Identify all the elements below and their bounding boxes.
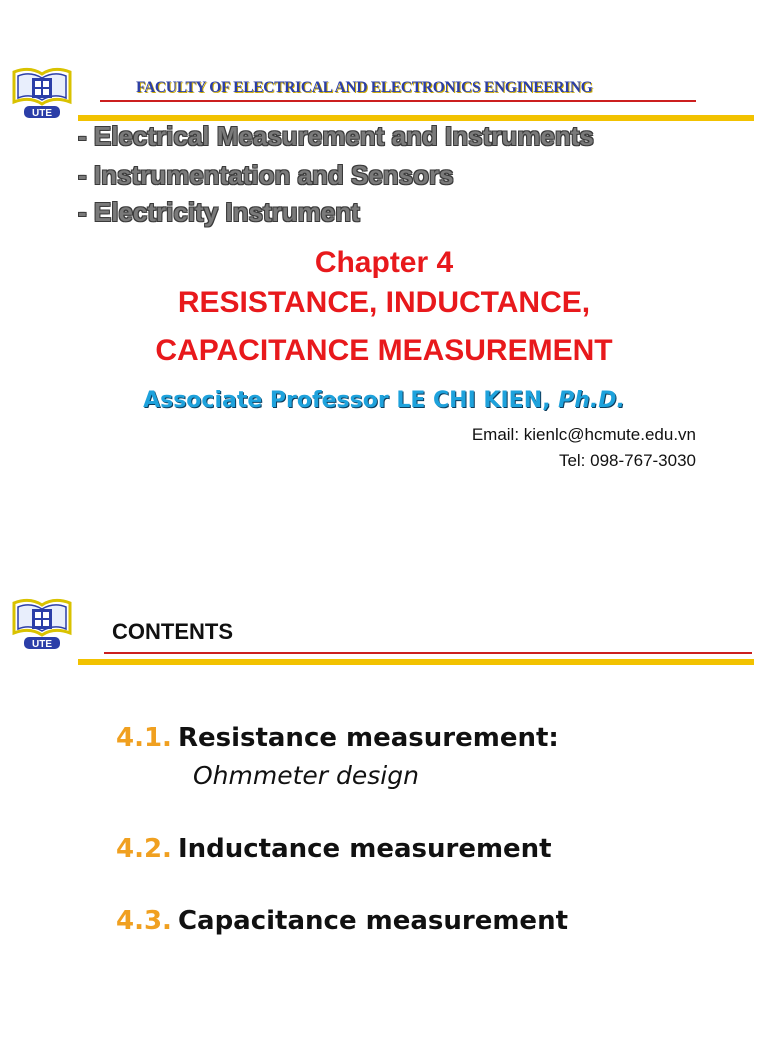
- contact-tel: Tel: 098-767-3030: [558, 451, 696, 470]
- chapter-title-line-2: CAPACITANCE MEASUREMENT: [155, 334, 613, 367]
- logo-text: UTE: [32, 639, 52, 650]
- contents-item-2: [116, 834, 552, 864]
- author-degree: Ph.D.: [558, 388, 625, 413]
- author-name: Associate Professor LE CHI KIEN,: [143, 388, 551, 413]
- chapter-number: Chapter 4: [314, 246, 454, 279]
- ute-logo: [10, 64, 74, 124]
- course-line-3: - Electricity Instrument: [78, 197, 360, 227]
- title-slide: [0, 0, 768, 512]
- item-number: 4.1.: [116, 723, 172, 753]
- item-number: 4.2.: [116, 834, 172, 864]
- faculty-title: FACULTY OF ELECTRICAL AND ELECTRONICS ENGINEERING: [136, 79, 593, 96]
- contents-item-1-sub: Ohmmeter design: [193, 761, 419, 790]
- contents-item-1: [116, 723, 559, 753]
- item-label: Resistance measurement:: [177, 723, 559, 753]
- course-line-2: - Instrumentation and Sensors: [78, 160, 454, 190]
- chapter-title-line-1: RESISTANCE, INDUCTANCE,: [177, 286, 591, 319]
- contents-heading: CONTENTS: [112, 619, 233, 644]
- header-red-rule: [100, 100, 696, 102]
- contents-item-3: [116, 906, 568, 936]
- contents-slide: [0, 535, 768, 1047]
- contents-yellow-rule: [78, 659, 754, 665]
- contact-email: Email: kienlc@hcmute.edu.vn: [471, 425, 696, 444]
- ute-logo: [10, 595, 74, 655]
- logo-text: UTE: [32, 108, 52, 119]
- item-number: 4.3.: [116, 906, 172, 936]
- author-line: [0, 388, 768, 413]
- item-label: Inductance measurement: [177, 834, 552, 864]
- item-label: Capacitance measurement: [177, 906, 569, 936]
- course-line-1: - Electrical Measurement and Instruments: [78, 121, 594, 151]
- contents-red-rule: [104, 652, 752, 654]
